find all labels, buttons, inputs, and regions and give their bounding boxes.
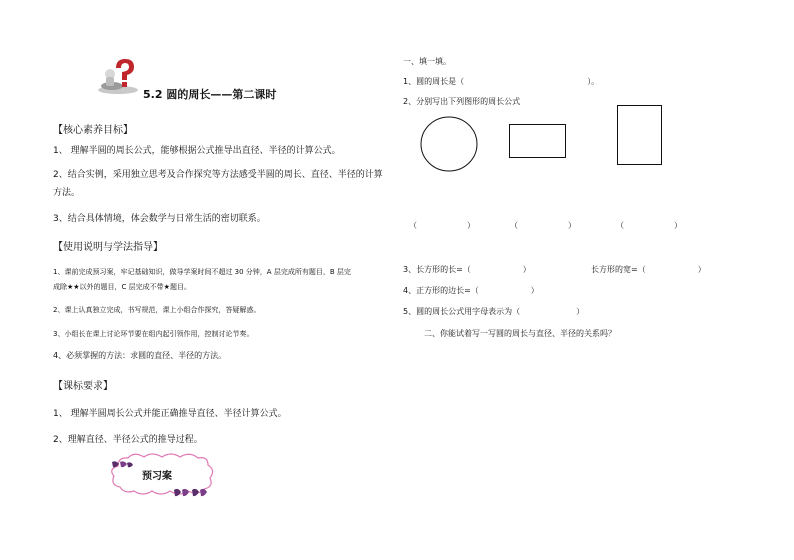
question-3a-close: ） bbox=[522, 265, 531, 274]
square-shape bbox=[617, 105, 663, 171]
square-formula-answer[interactable] bbox=[616, 220, 682, 231]
question-4-text: 4、正方形的边长=（ bbox=[403, 286, 479, 295]
paren-open: （ bbox=[409, 221, 417, 230]
preview-badge-label: 预习案 bbox=[142, 471, 172, 482]
page-title: 5.2 圆的周长——第二课时 bbox=[143, 88, 277, 101]
guide-heading: 【使用说明与学法指导】 bbox=[53, 242, 163, 253]
question-3b-text: 长方形的宽=（ bbox=[591, 265, 646, 274]
question-1-close: ）。 bbox=[587, 77, 600, 86]
question-4 bbox=[403, 285, 539, 296]
question-2: 2、分别写出下列图形的周长公式 bbox=[403, 97, 521, 106]
paren-close: ） bbox=[467, 221, 475, 230]
guide-item-3: 3、小组长在课上讨论环节要在组内起引领作用，控制讨论节奏。 bbox=[53, 330, 254, 338]
paren-close: ） bbox=[568, 221, 576, 230]
guide-item-1-cont: 成除★★以外的题目，C 层完成不带★题目。 bbox=[53, 283, 191, 291]
paren-open: （ bbox=[510, 221, 518, 230]
question-1 bbox=[403, 76, 599, 87]
question-3b-close: ） bbox=[697, 265, 706, 274]
circle-shape bbox=[419, 116, 479, 176]
core-goal-3: 3、结合具体情境，体会数学与日常生活的密切联系。 bbox=[53, 214, 266, 224]
question-3b bbox=[591, 264, 706, 275]
question-5-text: 5、圆的周长公式用字母表示为（ bbox=[403, 307, 521, 316]
question-4-close: ） bbox=[530, 286, 539, 295]
question-5-close: ） bbox=[576, 307, 585, 316]
core-goals-heading: 【核心素养目标】 bbox=[53, 125, 133, 136]
core-goal-1: 1、 理解半圆的周长公式，能够根据公式推导出直径、半径的计算公式。 bbox=[53, 146, 341, 156]
standard-heading: 【课标要求】 bbox=[53, 381, 113, 392]
butterfly-icon bbox=[172, 484, 212, 503]
answer-blank[interactable] bbox=[467, 78, 585, 87]
paren-close: ） bbox=[674, 221, 682, 230]
section-fill-blanks: 一、填一填。 bbox=[403, 57, 451, 66]
butterfly-icon bbox=[110, 455, 134, 474]
rectangle-formula-answer[interactable] bbox=[510, 220, 576, 231]
guide-item-1: 1、课前完成预习案，牢记基础知识，做导学案时间不超过 30 分钟，A 层完成所有题目，B 层完 bbox=[53, 268, 351, 276]
circle-formula-answer[interactable] bbox=[409, 220, 475, 231]
standard-item-2: 2、理解直径、半径公式的推导过程。 bbox=[53, 435, 203, 445]
paren-open: （ bbox=[616, 221, 624, 230]
core-goal-2: 2、结合实例，采用独立思考及合作探究等方法感受半圆的周长、直径、半径的计算 bbox=[53, 170, 383, 180]
guide-item-2: 2、课上认真独立完成，书写规范，课上小组合作探究，答疑解惑。 bbox=[53, 306, 261, 314]
guide-item-4: 4、必须掌握的方法：求圆的直径、半径的方法。 bbox=[53, 351, 227, 360]
question-mark-logo bbox=[94, 56, 140, 96]
rectangle-shape bbox=[509, 124, 567, 164]
section-relationship-question: 二、你能试着写一写圆的周长与直径、半径的关系吗？ bbox=[424, 329, 616, 338]
question-3a bbox=[403, 264, 531, 275]
question-mark-icon bbox=[94, 56, 140, 96]
question-1-text: 1、圆的周长是（ bbox=[403, 77, 465, 86]
question-5 bbox=[403, 306, 584, 317]
standard-item-1: 1、 理解半圆周长公式并能正确推导直径、半径计算公式。 bbox=[53, 409, 287, 419]
question-3a-text: 3、长方形的长=（ bbox=[403, 265, 471, 274]
core-goal-2-cont: 方法。 bbox=[53, 188, 81, 198]
